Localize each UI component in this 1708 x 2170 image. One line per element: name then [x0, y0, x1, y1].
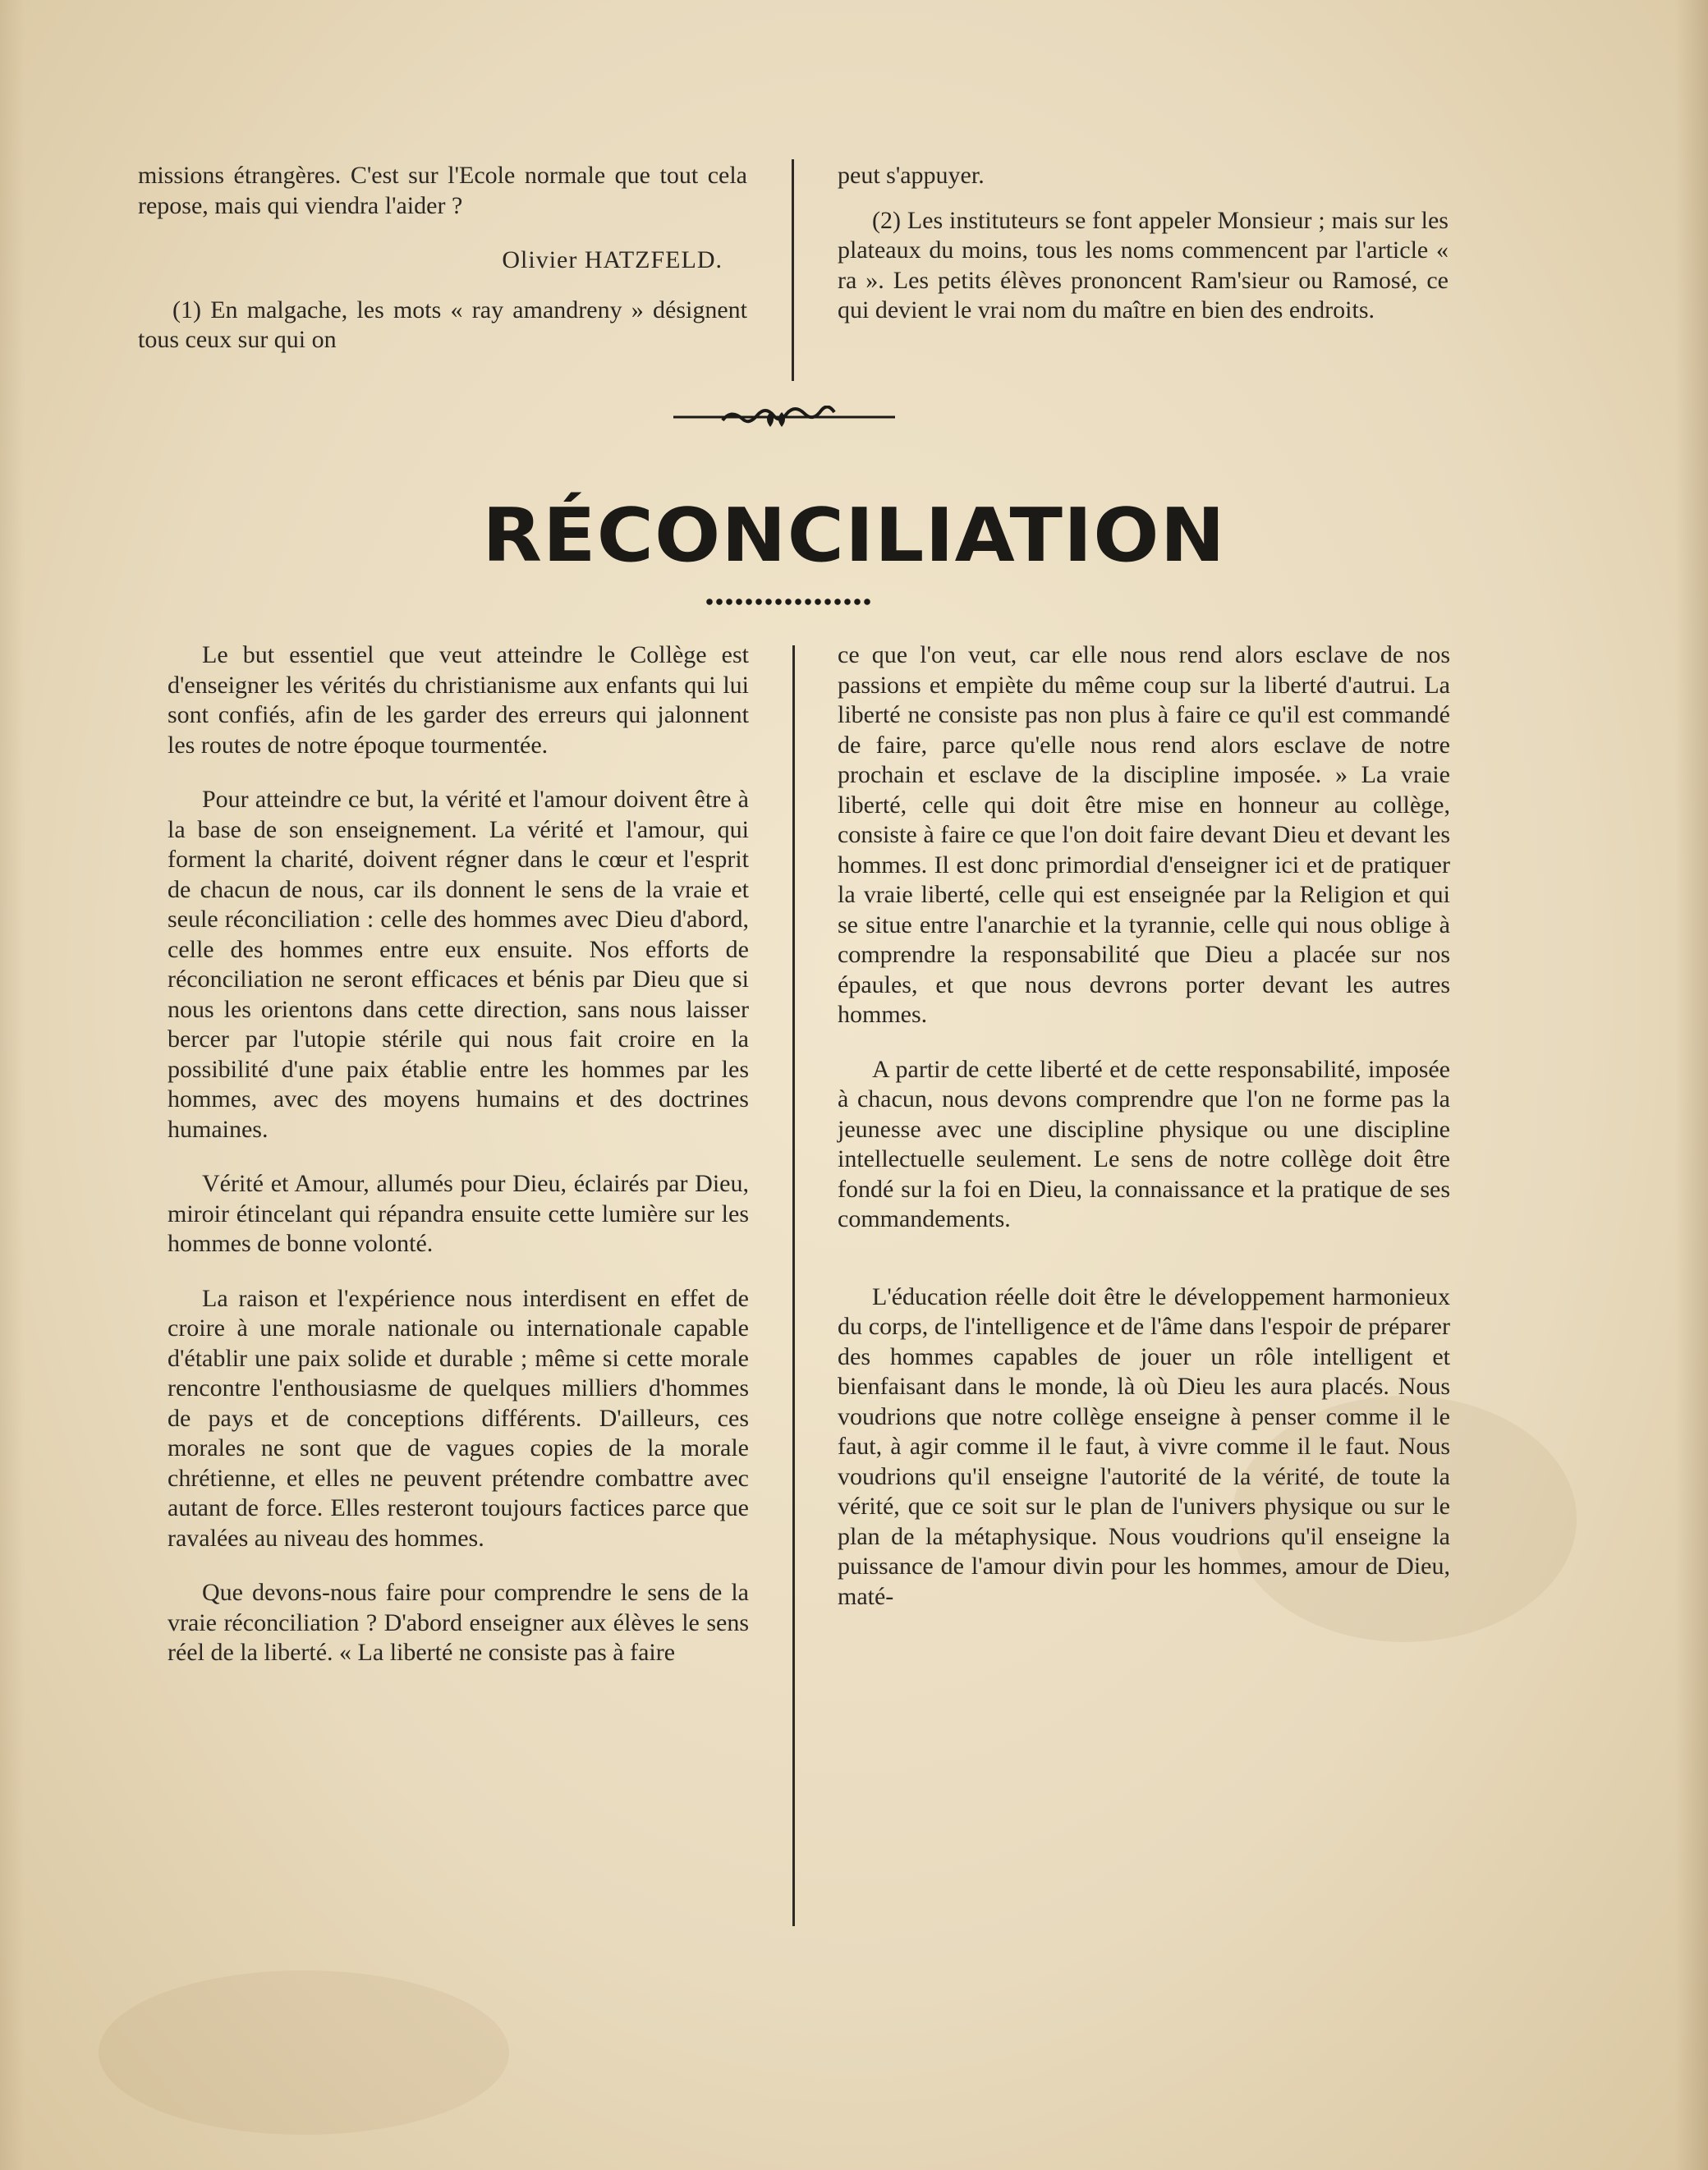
article-title: RÉCONCILIATION [482, 493, 1226, 579]
footnote-1: (1) En malgache, les mots « ray amandreny » désignent tous ceux sur qui on [138, 296, 747, 353]
previous-article-left-column [138, 161, 747, 356]
footnote-2: (2) Les instituteurs se font appeler Monsieur ; mais sur les plateaux du moins, tous les noms commencent par l'article « ra ». Les petits élèves prononcent Ram'sieur ou Ramosé, ce qui devient le vrai nom du maître en bien des endroits. [838, 206, 1449, 323]
previous-article-right-column [838, 161, 1449, 326]
title-dotted-rule [705, 598, 872, 606]
article-paragraph: Pour atteindre ce but, la vérité et l'amour doivent être à la base de son enseignement. La vérité et l'amour, qui forment la charité, doivent régner dans le cœur et l'esprit de chacun de nous, car ils donnent le sens de la vraie et seule réconciliation : celle des hommes avec Dieu d'abord, celle des hommes entre eux ensuite. Nos efforts de réconciliation ne seront efficaces et bénis par Dieu que si nous les orientons dans cette direction, sans nous laisser bercer par l'utopie stérile qui nous fait croire en la possibilité d'une paix établie entre les hommes par les hommes, avec des moyens humains et des doctrines humaines. [168, 786, 749, 1143]
article-paragraph: A partir de cette liberté et de cette responsabilité, imposée à chacun, nous devons comprendre que l'on ne forme pas la jeunesse avec une discipline physique ou une discipline intellectuelle seulement. Le sens de notre collège doit être fondé sur la foi en Dieu, la connaissance et la pratique de ses commandements. [838, 1055, 1450, 1232]
column-divider-main [792, 645, 795, 1926]
article-right-column [838, 640, 1450, 1612]
author-signature: Olivier HATZFELD. [502, 246, 723, 273]
article-paragraph: La raison et l'expérience nous interdisent en effet de croire à une morale nationale ou internationale capable d'établir une paix solide et durable ; même si cette morale rencontre l'enthousiasme de quelques milliers d'hommes de pays et de conceptions différents. D'ailleurs, ces morales ne sont que de vagues copies de la morale chrétienne, et elles ne peuvent prétendre combattre avec autant de force. Elles resteront toujours factices parce que ravalées au niveau des hommes. [168, 1284, 749, 1552]
paper-edge-right [1675, 0, 1708, 2170]
footnote-1-continuation: peut s'appuyer. [838, 162, 985, 189]
article-paragraph: L'éducation réelle doit être le développement harmonieux du corps, de l'intelligence et de l'âme dans l'espoir de préparer des hommes capables de jouer un rôle intelligent et bienfaisant dans le monde, là où Dieu les aura placés. Nous voudrions que notre collège enseigne à penser comme il le faut, à agir comme il le faut, à vivre comme il le faut. Nous voudrions qu'il enseigne l'autorité de la vérité, de toute la vérité, que ce soit sur le plan de l'univers physique ou sur le plan de la métaphysique. Nous voudrions qu'il enseigne la puissance de l'amour divin pour les hommes, amour de Dieu, maté- [838, 1282, 1450, 1610]
article-left-column [168, 640, 749, 1668]
article-paragraph: ce que l'on veut, car elle nous rend alors esclave de nos passions et empiète du même coup sur la liberté d'autrui. La liberté ne consiste pas non plus à faire ce qu'il est commandé de faire, parce qu'elle nous rend alors esclave de notre prochain et esclave de la discipline imposée. » La vraie liberté, celle qui doit être mise en honneur au collège, consiste à faire ce que l'on doit faire devant Dieu et devant les hommes. Il est donc primordial d'enseigner ici et de pratiquer la vraie liberté, celle qui est enseignée par la Religion et qui se situe entre l'anarchie et la tyrannie, celle qui nous oblige à comprendre la responsabilité que Dieu a placée sur nos épaules, et que nous devrons porter devant les autres hommes. [838, 641, 1450, 1028]
paper-edge-left [0, 0, 25, 2170]
paper-stain [99, 1970, 509, 2135]
article-paragraph: Vérité et Amour, allumés pour Dieu, éclairés par Dieu, miroir étincelant qui répandra ensuite cette lumière sur les hommes de bonne volonté. [168, 1170, 749, 1257]
article-paragraph: Que devons-nous faire pour comprendre le sens de la vraie réconciliation ? D'abord enseigner aux élèves le sens réel de la liberté. « La liberté ne consiste pas à faire [168, 1579, 749, 1666]
column-divider-top [792, 159, 794, 381]
article-paragraph: Le but essentiel que veut atteindre le Collège est d'enseigner les vérités du christianisme aux enfants qui lui sont confiés, afin de les garder des erreurs qui jalonnent les routes de notre époque tourmentée. [168, 641, 749, 759]
ornament-separator [673, 406, 895, 438]
previous-article-closing-paragraph: missions étrangères. C'est sur l'Ecole normale que tout cela repose, mais qui viendra l'aider ? [138, 162, 747, 219]
